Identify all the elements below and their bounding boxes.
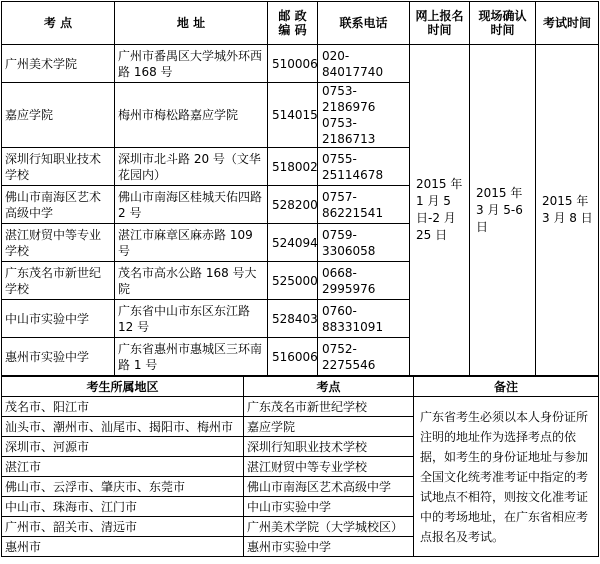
venue-cell: 湛江财贸中等专业学校 [2, 224, 115, 262]
postcode-cell: 510006 [268, 45, 318, 83]
address-cell: 广东省惠州市惠城区三环南路 1 号 [115, 338, 268, 376]
phone-cell: 0668-2995976 [318, 262, 410, 300]
phone-header: 联系电话 [318, 2, 410, 45]
address-cell: 湛江市麻章区麻赤路 109 号 [115, 224, 268, 262]
phone-cell: 0759-3306058 [318, 224, 410, 262]
region-cell: 佛山市、云浮市、肇庆市、东莞市 [2, 477, 244, 497]
region-table-header-row [2, 377, 599, 397]
region-cell: 惠州市 [2, 537, 244, 557]
online-reg-header: 网上报名 时间 [410, 2, 470, 45]
region-header: 考生所属地区 [2, 377, 244, 397]
phone-cell: 0753-2186976 0753-2186713 [318, 83, 410, 148]
address-cell: 广州市番禺区大学城外环西路 168 号 [115, 45, 268, 83]
address-header: 地 址 [115, 2, 268, 45]
address-cell: 深圳市北斗路 20 号（文华花园内） [115, 148, 268, 186]
postcode-cell: 516006 [268, 338, 318, 376]
region-cell: 湛江市 [2, 457, 244, 477]
venue-header: 考 点 [2, 2, 115, 45]
venue-cell: 佛山市南海区艺术高级中学 [2, 186, 115, 224]
region-cell: 广州市、韶关市、清远市 [2, 517, 244, 537]
venue-cell: 广东茂名市新世纪学校 [2, 262, 115, 300]
region-cell: 深圳市、河源市 [2, 437, 244, 457]
venue-cell: 佛山市南海区艺术高级中学 [244, 477, 414, 497]
exam-time-cell: 2015 年 3 月 8 日 [536, 45, 599, 376]
region-cell: 茂名市、阳江市 [2, 397, 244, 417]
postcode-cell: 524094 [268, 224, 318, 262]
postcode-cell: 528403 [268, 300, 318, 338]
venue-cell: 广州美术学院（大学城校区） [244, 517, 414, 537]
online-reg-cell: 2015 年 1 月 5 日-2 月 25 日 [410, 45, 470, 376]
venue-cell: 中山市实验中学 [2, 300, 115, 338]
venue-cell: 广东茂名市新世纪学校 [244, 397, 414, 417]
table-row [2, 45, 599, 83]
postcode-cell: 514015 [268, 83, 318, 148]
region-cell: 中山市、珠海市、江门市 [2, 497, 244, 517]
venue-cell: 深圳行知职业技术学校 [244, 437, 414, 457]
venue-cell: 嘉应学院 [2, 83, 115, 148]
table-row [2, 397, 599, 417]
note-cell: 广东省考生必须以本人身份证所注明的地址作为选择考点的依据，如考生的身份证地址与参加全国文化统考准考证中指定的考试地点不相符，则按文化准考证中的考场地址，在广东省相应考点报名及考试。 [414, 397, 599, 557]
region-venue-table [1, 376, 599, 557]
venue-cell: 惠州市实验中学 [244, 537, 414, 557]
venue-header: 考点 [244, 377, 414, 397]
venue-cell: 惠州市实验中学 [2, 338, 115, 376]
phone-cell: 020-84017740 [318, 45, 410, 83]
note-header: 备注 [414, 377, 599, 397]
postcode-header: 邮 政 编 码 [268, 2, 318, 45]
phone-cell: 0752-2275546 [318, 338, 410, 376]
exam-venue-table [1, 1, 599, 376]
phone-cell: 0757-86221541 [318, 186, 410, 224]
region-cell: 汕头市、潮州市、汕尾市、揭阳市、梅州市 [2, 417, 244, 437]
postcode-cell: 525000 [268, 262, 318, 300]
venue-table-header-row [2, 2, 599, 45]
onsite-confirm-header: 现场确认 时间 [470, 2, 536, 45]
address-cell: 梅州市梅松路嘉应学院 [115, 83, 268, 148]
venue-cell: 广州美术学院 [2, 45, 115, 83]
phone-cell: 0755-25114678 [318, 148, 410, 186]
exam-time-header: 考试时间 [536, 2, 599, 45]
onsite-confirm-cell: 2015 年 3 月 5-6 日 [470, 45, 536, 376]
address-cell: 茂名市高水公路 168 号大院 [115, 262, 268, 300]
address-cell: 广东省中山市东区东江路 12 号 [115, 300, 268, 338]
phone-cell: 0760-88331091 [318, 300, 410, 338]
venue-cell: 嘉应学院 [244, 417, 414, 437]
address-cell: 佛山市南海区桂城天佑四路 2 号 [115, 186, 268, 224]
venue-cell: 深圳行知职业技术学校 [2, 148, 115, 186]
venue-cell: 湛江财贸中等专业学校 [244, 457, 414, 477]
postcode-cell: 518002 [268, 148, 318, 186]
venue-cell: 中山市实验中学 [244, 497, 414, 517]
postcode-cell: 528200 [268, 186, 318, 224]
